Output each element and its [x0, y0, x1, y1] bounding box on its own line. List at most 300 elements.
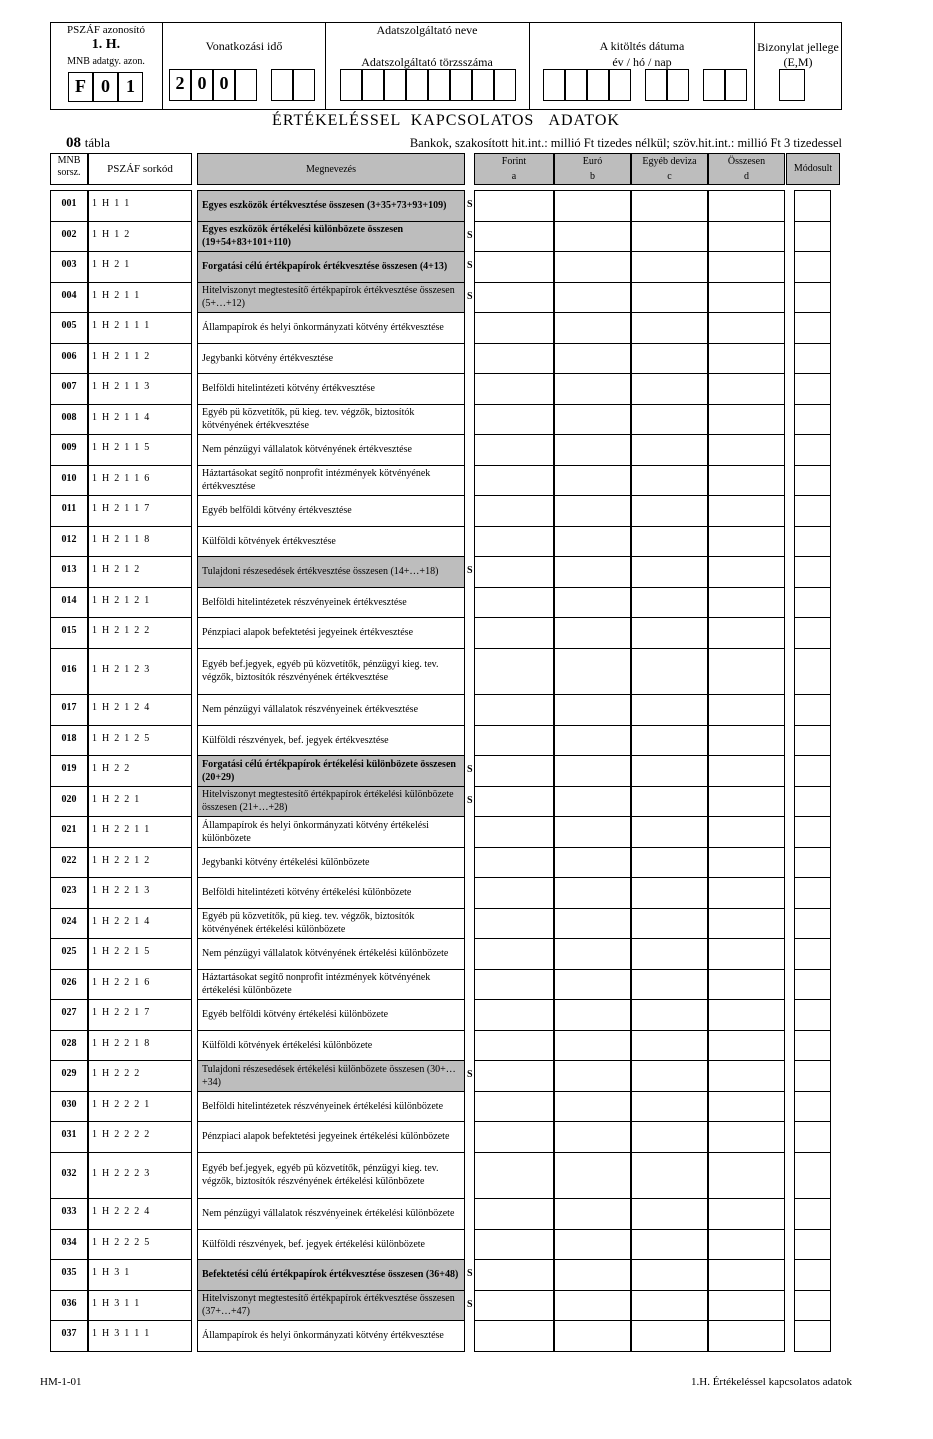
euro-input[interactable]: [554, 434, 631, 466]
other-currency-input[interactable]: [631, 312, 708, 344]
modified-input[interactable]: [794, 755, 831, 787]
col-header-modified-label: Módosult: [793, 163, 833, 174]
modified-input[interactable]: [794, 526, 831, 558]
other-currency-input[interactable]: [631, 526, 708, 558]
other-currency-input[interactable]: [631, 1229, 708, 1261]
row-number: 022: [61, 854, 77, 866]
total-input[interactable]: [708, 404, 785, 436]
col-header-other-label: Egyéb deviza: [642, 156, 697, 167]
forint-input[interactable]: [474, 343, 554, 375]
other-currency-input[interactable]: [631, 908, 708, 940]
other-currency-input[interactable]: [631, 343, 708, 375]
pszaf-id-value: 1. H.: [91, 37, 121, 52]
reg-digit-box[interactable]: [450, 69, 472, 101]
forint-input[interactable]: [474, 526, 554, 558]
other-currency-input[interactable]: [631, 1030, 708, 1062]
sum-marker: S: [467, 565, 473, 577]
reg-digit-box[interactable]: [472, 69, 494, 101]
modified-input[interactable]: [794, 877, 831, 909]
row-name-text: Külföldi részvények, bef. jegyek értékelési különbözete: [202, 1238, 425, 1250]
row-name-text: Külföldi kötvények értékvesztése: [202, 535, 336, 547]
total-input[interactable]: [708, 1060, 785, 1092]
total-input[interactable]: [708, 1259, 785, 1291]
forint-input[interactable]: [474, 816, 554, 848]
total-input[interactable]: [708, 969, 785, 1001]
date-digit-box[interactable]: [609, 69, 631, 101]
euro-input[interactable]: [554, 1259, 631, 1291]
euro-input[interactable]: [554, 847, 631, 879]
modified-input[interactable]: [794, 1152, 831, 1200]
modified-input[interactable]: [794, 969, 831, 1001]
row-number: 011: [61, 503, 77, 515]
modified-input[interactable]: [794, 725, 831, 757]
row-code: 1 H 2 1 1 4: [92, 411, 150, 423]
total-input[interactable]: [708, 847, 785, 879]
row-name: [199, 1154, 463, 1198]
euro-input[interactable]: [554, 617, 631, 649]
forint-input[interactable]: [474, 786, 554, 818]
modified-input[interactable]: [794, 373, 831, 405]
other-currency-input[interactable]: [631, 694, 708, 726]
modified-input[interactable]: [794, 587, 831, 619]
total-input[interactable]: [708, 251, 785, 283]
modified-input[interactable]: [794, 1198, 831, 1230]
row-number: 030: [61, 1098, 77, 1110]
mnb-id-label: MNB adatgy. azon.: [67, 56, 145, 67]
modified-input[interactable]: [794, 847, 831, 879]
sum-marker: S: [467, 290, 473, 302]
euro-input[interactable]: [554, 755, 631, 787]
other-currency-input[interactable]: [631, 847, 708, 879]
euro-input[interactable]: [554, 587, 631, 619]
period-digit-box[interactable]: 0: [191, 69, 213, 101]
modified-input[interactable]: [794, 1320, 831, 1352]
total-input[interactable]: [708, 556, 785, 588]
modified-input[interactable]: [794, 1229, 831, 1261]
modified-input[interactable]: [794, 999, 831, 1031]
forint-input[interactable]: [474, 694, 554, 726]
row-number: 002: [61, 228, 77, 240]
row-name-text: Befektetési célú értékpapírok értékvesztése összesen (36+48): [202, 1269, 459, 1281]
euro-input[interactable]: [554, 816, 631, 848]
forint-input[interactable]: [474, 999, 554, 1031]
modified-input[interactable]: [794, 694, 831, 726]
forint-input[interactable]: [474, 725, 554, 757]
other-currency-input[interactable]: [631, 1259, 708, 1291]
modified-input[interactable]: [794, 617, 831, 649]
other-currency-input[interactable]: [631, 556, 708, 588]
euro-input[interactable]: [554, 1229, 631, 1261]
fill-date-label: A kitöltés dátuma: [599, 39, 685, 53]
euro-input[interactable]: [554, 526, 631, 558]
row-number: 019: [61, 763, 77, 775]
reg-digit-box[interactable]: [362, 69, 384, 101]
row-name: [199, 696, 463, 724]
period-digit-box[interactable]: [293, 69, 315, 101]
other-currency-input[interactable]: [631, 495, 708, 527]
modified-input[interactable]: [794, 343, 831, 375]
forint-input[interactable]: [474, 877, 554, 909]
forint-input[interactable]: [474, 404, 554, 436]
row-name: [199, 650, 463, 694]
row-name: [199, 727, 463, 755]
other-currency-input[interactable]: [631, 999, 708, 1031]
date-digit-box[interactable]: [587, 69, 609, 101]
row-name: [199, 406, 463, 434]
total-input[interactable]: [708, 1229, 785, 1261]
forint-input[interactable]: [474, 282, 554, 314]
row-name: [199, 558, 463, 586]
total-input[interactable]: [708, 694, 785, 726]
forint-input[interactable]: [474, 1030, 554, 1062]
modified-input[interactable]: [794, 495, 831, 527]
total-input[interactable]: [708, 1290, 785, 1322]
euro-input[interactable]: [554, 938, 631, 970]
forint-input[interactable]: [474, 648, 554, 696]
forint-input[interactable]: [474, 847, 554, 879]
modified-input[interactable]: [794, 786, 831, 818]
other-currency-input[interactable]: [631, 434, 708, 466]
date-digit-box[interactable]: [543, 69, 565, 101]
modified-input[interactable]: [794, 556, 831, 588]
row-code: 1 H 2 2 2 2: [92, 1129, 150, 1141]
footer-page-title: 1.H. Értékeléssel kapcsolatos adatok: [691, 1376, 852, 1388]
row-code: 1 H 2 2 1 5: [92, 946, 150, 958]
other-currency-input[interactable]: [631, 1060, 708, 1092]
modified-input[interactable]: [794, 816, 831, 848]
sum-marker: S: [467, 764, 473, 776]
row-code: 1 H 2 2 2 4: [92, 1206, 150, 1218]
other-currency-input[interactable]: [631, 251, 708, 283]
modified-input[interactable]: [794, 908, 831, 940]
sum-marker: S: [467, 1268, 473, 1280]
euro-input[interactable]: [554, 999, 631, 1031]
forint-input[interactable]: [474, 556, 554, 588]
row-name-text: Jegybanki kötvény értékvesztése: [202, 352, 334, 364]
row-name-text: Állampapírok és helyi önkormányzati kötvény értékvesztése: [202, 322, 444, 334]
forint-input[interactable]: [474, 1320, 554, 1352]
total-input[interactable]: [708, 755, 785, 787]
total-input[interactable]: [708, 526, 785, 558]
forint-input[interactable]: [474, 1091, 554, 1123]
reg-digit-box[interactable]: [428, 69, 450, 101]
period-label: Vonatkozási idő: [205, 39, 283, 53]
header-divider: [325, 22, 326, 110]
modified-input[interactable]: [794, 1030, 831, 1062]
row-code: 1 H 2 1 1: [92, 289, 140, 301]
row-name-text: Pénzpiaci alapok befektetési jegyeinek értékvesztése: [202, 627, 414, 639]
row-name-text: Forgatási célú értékpapírok értékvesztése összesen (4+13): [202, 261, 448, 273]
col-header-name-label: Megnevezés: [306, 164, 356, 175]
forint-input[interactable]: [474, 1121, 554, 1153]
other-currency-input[interactable]: [631, 938, 708, 970]
euro-input[interactable]: [554, 1060, 631, 1092]
forint-input[interactable]: [474, 312, 554, 344]
total-input[interactable]: [708, 343, 785, 375]
euro-input[interactable]: [554, 1091, 631, 1123]
row-name-text: Belföldi hitelintézetek részvényeinek értékelési különbözete: [202, 1100, 444, 1112]
row-name-text: Hitelviszonyt megtestesítő értékpapírok értékelési különbözete összesen (21+…+28): [202, 789, 454, 814]
modified-input[interactable]: [794, 648, 831, 696]
row-code: 1 H 1 2: [92, 228, 130, 240]
total-input[interactable]: [708, 1320, 785, 1352]
col-header-euro-label: Euró: [582, 156, 603, 167]
row-name: [199, 375, 463, 403]
euro-input[interactable]: [554, 221, 631, 253]
row-code: 1 H 2 1 1 2: [92, 350, 150, 362]
forint-input[interactable]: [474, 190, 554, 222]
other-currency-input[interactable]: [631, 816, 708, 848]
row-name: [199, 818, 463, 846]
col-header-total-letter: d: [744, 171, 749, 182]
row-name: [199, 971, 463, 999]
modified-input[interactable]: [794, 1290, 831, 1322]
row-name-text: Egyéb bef.jegyek, egyéb pü közvetítők, pénzügyi kieg. tev. végzők, biztosítók részvényének értékelési különbözete: [202, 1163, 439, 1188]
forint-input[interactable]: [474, 465, 554, 497]
total-input[interactable]: [708, 587, 785, 619]
forint-input[interactable]: [474, 434, 554, 466]
row-name: [199, 1032, 463, 1060]
euro-input[interactable]: [554, 648, 631, 696]
euro-input[interactable]: [554, 282, 631, 314]
total-input[interactable]: [708, 908, 785, 940]
row-name-text: Belföldi hitelintézeti kötvény értékvesztése: [202, 383, 375, 395]
row-name-text: Jegybanki kötvény értékelési különbözete: [202, 856, 370, 868]
euro-input[interactable]: [554, 404, 631, 436]
forint-input[interactable]: [474, 1152, 554, 1200]
other-currency-input[interactable]: [631, 648, 708, 696]
other-currency-input[interactable]: [631, 969, 708, 1001]
forint-input[interactable]: [474, 587, 554, 619]
modified-input[interactable]: [794, 1060, 831, 1092]
row-name-text: Külföldi kötvények értékelési különbözete: [202, 1039, 373, 1051]
other-currency-input[interactable]: [631, 755, 708, 787]
other-currency-input[interactable]: [631, 725, 708, 757]
other-currency-input[interactable]: [631, 282, 708, 314]
row-name-text: Egyéb belföldi kötvény értékvesztése: [202, 505, 352, 517]
row-number: 024: [61, 915, 77, 927]
forint-input[interactable]: [474, 908, 554, 940]
euro-input[interactable]: [554, 1152, 631, 1200]
total-input[interactable]: [708, 786, 785, 818]
row-code: 1 H 2 2 1 8: [92, 1037, 150, 1049]
total-input[interactable]: [708, 1198, 785, 1230]
modified-input[interactable]: [794, 465, 831, 497]
other-currency-input[interactable]: [631, 465, 708, 497]
row-number: 036: [61, 1297, 77, 1309]
date-digit-box[interactable]: [725, 69, 747, 101]
forint-input[interactable]: [474, 251, 554, 283]
modified-input[interactable]: [794, 1091, 831, 1123]
fill-date-format: év / hó / nap: [612, 55, 672, 69]
period-digit-box[interactable]: 0: [213, 69, 235, 101]
date-digit-box[interactable]: [667, 69, 689, 101]
other-currency-input[interactable]: [631, 587, 708, 619]
forint-input[interactable]: [474, 495, 554, 527]
total-input[interactable]: [708, 221, 785, 253]
modified-input[interactable]: [794, 1121, 831, 1153]
other-currency-input[interactable]: [631, 877, 708, 909]
other-currency-input[interactable]: [631, 617, 708, 649]
other-currency-input[interactable]: [631, 190, 708, 222]
total-input[interactable]: [708, 495, 785, 527]
other-currency-input[interactable]: [631, 1121, 708, 1153]
row-name-text: Hitelviszonyt megtestesítő értékpapírok értékvesztése összesen (5+…+12): [202, 285, 455, 310]
modified-input[interactable]: [794, 434, 831, 466]
other-currency-input[interactable]: [631, 404, 708, 436]
euro-input[interactable]: [554, 1030, 631, 1062]
forint-input[interactable]: [474, 617, 554, 649]
row-name: [199, 589, 463, 617]
reg-digit-box[interactable]: [494, 69, 516, 101]
sum-marker: S: [467, 229, 473, 241]
row-code: 1 H 3 1 1 1: [92, 1328, 150, 1340]
page-title: ÉRTÉKELÉSSEL KAPCSOLATOS ADATOK: [272, 112, 620, 129]
other-currency-input[interactable]: [631, 1290, 708, 1322]
row-name: [199, 879, 463, 907]
total-input[interactable]: [708, 648, 785, 696]
euro-input[interactable]: [554, 908, 631, 940]
other-currency-input[interactable]: [631, 373, 708, 405]
doc-type-input[interactable]: [779, 69, 805, 101]
euro-input[interactable]: [554, 694, 631, 726]
col-header-mnb-label: MNB sorsz.: [57, 155, 81, 178]
row-number: 027: [61, 1007, 77, 1019]
reg-digit-box[interactable]: [406, 69, 428, 101]
row-name-text: Külföldi részvények, bef. jegyek értékvesztése: [202, 734, 389, 746]
modified-input[interactable]: [794, 221, 831, 253]
total-input[interactable]: [708, 938, 785, 970]
row-number: 020: [61, 793, 77, 805]
modified-input[interactable]: [794, 282, 831, 314]
reg-digit-box[interactable]: [340, 69, 362, 101]
row-number: 031: [61, 1129, 77, 1141]
header-divider: [529, 22, 530, 110]
euro-input[interactable]: [554, 725, 631, 757]
total-input[interactable]: [708, 617, 785, 649]
total-input[interactable]: [708, 1030, 785, 1062]
mnb-digit-box[interactable]: 0: [93, 72, 118, 102]
euro-input[interactable]: [554, 1121, 631, 1153]
row-code: 1 H 3 1 1: [92, 1297, 140, 1309]
euro-input[interactable]: [554, 312, 631, 344]
total-input[interactable]: [708, 465, 785, 497]
euro-input[interactable]: [554, 495, 631, 527]
modified-input[interactable]: [794, 312, 831, 344]
col-header-forint-label: Forint: [501, 156, 527, 167]
modified-input[interactable]: [794, 1259, 831, 1291]
date-digit-box[interactable]: [645, 69, 667, 101]
row-number: 029: [61, 1068, 77, 1080]
euro-input[interactable]: [554, 877, 631, 909]
modified-input[interactable]: [794, 938, 831, 970]
period-digit-box[interactable]: [235, 69, 257, 101]
total-input[interactable]: [708, 312, 785, 344]
other-currency-input[interactable]: [631, 1152, 708, 1200]
total-input[interactable]: [708, 1121, 785, 1153]
mnb-digit-box[interactable]: F: [68, 72, 93, 102]
period-digit-box[interactable]: 2: [169, 69, 191, 101]
forint-input[interactable]: [474, 373, 554, 405]
euro-input[interactable]: [554, 786, 631, 818]
euro-input[interactable]: [554, 1320, 631, 1352]
row-code: 1 H 2 1 1 5: [92, 442, 150, 454]
other-currency-input[interactable]: [631, 1320, 708, 1352]
total-input[interactable]: [708, 725, 785, 757]
total-input[interactable]: [708, 282, 785, 314]
row-code: 1 H 2 2 2 1: [92, 1098, 150, 1110]
forint-input[interactable]: [474, 1229, 554, 1261]
row-number: 033: [61, 1206, 77, 1218]
forint-input[interactable]: [474, 1290, 554, 1322]
total-input[interactable]: [708, 1091, 785, 1123]
other-currency-input[interactable]: [631, 1198, 708, 1230]
header-divider: [754, 22, 755, 110]
euro-input[interactable]: [554, 343, 631, 375]
reg-digit-box[interactable]: [384, 69, 406, 101]
row-name-text: Nem pénzügyi vállalatok kötvényének értékvesztése: [202, 444, 412, 456]
row-name-text: Hitelviszonyt megtestesítő értékpapírok értékvesztése összesen (37+…+47): [202, 1293, 455, 1318]
forint-input[interactable]: [474, 1259, 554, 1291]
modified-input[interactable]: [794, 251, 831, 283]
row-code: 1 H 2 2 1 1: [92, 824, 150, 836]
forint-input[interactable]: [474, 938, 554, 970]
total-input[interactable]: [708, 816, 785, 848]
forint-input[interactable]: [474, 969, 554, 1001]
row-number: 007: [61, 381, 77, 393]
total-input[interactable]: [708, 877, 785, 909]
forint-input[interactable]: [474, 221, 554, 253]
row-number: 005: [61, 320, 77, 332]
date-digit-box[interactable]: [703, 69, 725, 101]
total-input[interactable]: [708, 373, 785, 405]
forint-input[interactable]: [474, 755, 554, 787]
other-currency-input[interactable]: [631, 221, 708, 253]
date-digit-box[interactable]: [565, 69, 587, 101]
euro-input[interactable]: [554, 1198, 631, 1230]
forint-input[interactable]: [474, 1198, 554, 1230]
euro-input[interactable]: [554, 190, 631, 222]
euro-input[interactable]: [554, 556, 631, 588]
row-name: [199, 619, 463, 647]
euro-input[interactable]: [554, 969, 631, 1001]
modified-input[interactable]: [794, 404, 831, 436]
pszaf-id-label: PSZÁF azonosító: [67, 24, 145, 36]
euro-input[interactable]: [554, 1290, 631, 1322]
row-number: 006: [61, 350, 77, 362]
row-number: 003: [61, 259, 77, 271]
row-name-text: Tulajdoni részesedések értékelési különbözete összesen (30+…+34): [202, 1063, 456, 1088]
total-input[interactable]: [708, 999, 785, 1031]
euro-input[interactable]: [554, 251, 631, 283]
mnb-digit-box[interactable]: 1: [118, 72, 143, 102]
euro-input[interactable]: [554, 373, 631, 405]
period-digit-box[interactable]: [271, 69, 293, 101]
euro-input[interactable]: [554, 465, 631, 497]
total-input[interactable]: [708, 434, 785, 466]
total-input[interactable]: [708, 190, 785, 222]
modified-input[interactable]: [794, 190, 831, 222]
forint-input[interactable]: [474, 1060, 554, 1092]
row-number: 034: [61, 1236, 77, 1248]
row-number: 010: [61, 472, 77, 484]
total-input[interactable]: [708, 1152, 785, 1200]
row-code: 1 H 2 1 2 2: [92, 625, 150, 637]
other-currency-input[interactable]: [631, 786, 708, 818]
other-currency-input[interactable]: [631, 1091, 708, 1123]
row-name: [199, 314, 463, 342]
row-name-text: Nem pénzügyi vállalatok kötvényének értékelési különbözete: [202, 948, 449, 960]
